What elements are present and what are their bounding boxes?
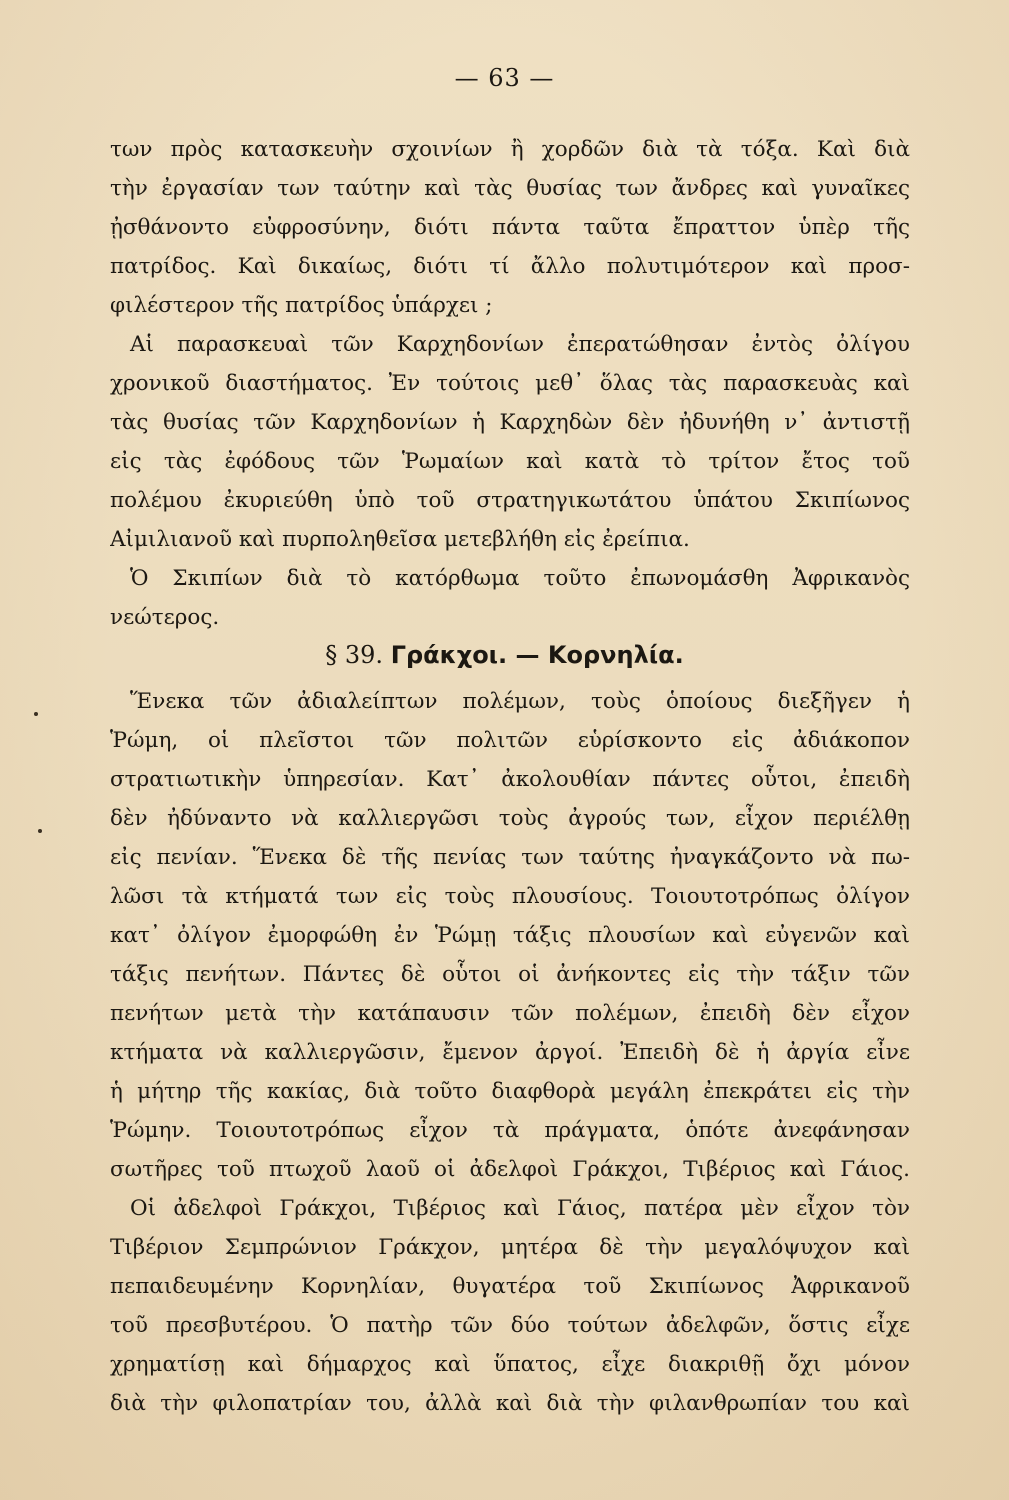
text-line: πολέμου ἐκυριεύθη ὑπὸ τοῦ στρατηγικωτάτου ὑπάτου Σκιπίωνος — [110, 488, 910, 513]
text-line: στρατιωτικὴν ὑπηρεσίαν. Κατ᾽ ἀκολουθίαν πάντες οὗτοι, ἐπειδὴ — [110, 767, 910, 792]
text-line: χρηματίσῃ καὶ δήμαρχος καὶ ὕπατος, εἶχε διακριθῇ ὄχι μόνον — [110, 1352, 910, 1377]
text-line: τὰς θυσίας τῶν Καρχηδονίων ἡ Καρχηδὼν δὲν ἠδυνήθη ν᾽ ἀντιστῇ — [110, 410, 910, 435]
text-line: εἰς τὰς ἐφόδους τῶν Ῥωμαίων καὶ κατὰ τὸ τρίτον ἔτος τοῦ — [110, 449, 910, 474]
page-number: — 63 — — [454, 64, 555, 92]
text-line: ᾐσθάνοντο εὐφροσύνην, διότι πάντα ταῦτα ἔπραττον ὑπὲρ τῆς — [110, 215, 910, 240]
section-heading — [0, 640, 1009, 670]
text-line: σωτῆρες τοῦ πτωχοῦ λαοῦ οἱ ἀδελφοὶ Γράκχοι, Τιβέριος καὶ Γάιος. — [110, 1157, 910, 1182]
text-line: λῶσι τὰ κτήματά των εἰς τοὺς πλουσίους. Τοιουτοτρόπως ὀλίγον — [110, 884, 910, 909]
text-line: κτήματα νὰ καλλιεργῶσιν, ἔμενον ἀργοί. Ἐπειδὴ δὲ ἡ ἀργία εἶνε — [110, 1040, 910, 1065]
text-line: φιλέστερον τῆς πατρίδος ὑπάρχει ; — [110, 293, 493, 318]
text-line: Αἰμιλιανοῦ καὶ πυρποληθεῖσα μετεβλήθη εἰς ἐρείπια. — [110, 527, 690, 552]
text-line: Τιβέριον Σεμπρώνιον Γράκχον, μητέρα δὲ τὴν μεγαλόψυχον καὶ — [110, 1235, 910, 1260]
text-line: Ῥώμη, οἱ πλεῖστοι τῶν πολιτῶν εὑρίσκοντο εἰς ἀδιάκοπον — [110, 728, 910, 753]
text-block-bottom — [110, 682, 910, 1423]
text-line: κατ᾽ ὀλίγον ἐμορφώθη ἐν Ῥώμῃ τάξις πλουσίων καὶ εὐγενῶν καὶ — [110, 923, 910, 948]
text-line: Αἱ παρασκευαὶ τῶν Καρχηδονίων ἐπερατώθησαν ἐντὸς ὀλίγου — [130, 332, 910, 357]
text-block-top — [110, 130, 910, 637]
text-line: Οἱ ἀδελφοὶ Γράκχοι, Τιβέριος καὶ Γάιος, πατέρα μὲν εἶχον τὸν — [130, 1196, 910, 1221]
text-line: τοῦ πρεσβυτέρου. Ὁ πατὴρ τῶν δύο τούτων ἀδελφῶν, ὅστις εἶχε — [110, 1313, 910, 1338]
text-line: πατρίδος. Καὶ δικαίως, διότι τί ἄλλο πολυτιμότερον καὶ προσ- — [110, 254, 910, 279]
text-line: χρονικοῦ διαστήματος. Ἐν τούτοις μεθ᾽ ὅλας τὰς παρασκευὰς καὶ — [110, 371, 910, 396]
text-line: εἰς πενίαν. Ἕνεκα δὲ τῆς πενίας των ταύτης ἠναγκάζοντο νὰ πω- — [110, 845, 910, 870]
text-line: των πρὸς κατασκευὴν σχοινίων ἢ χορδῶν διὰ τὰ τόξα. Καὶ διὰ — [110, 137, 910, 162]
text-line: τάξις πενήτων. Πάντες δὲ οὗτοι οἱ ἀνήκοντες εἰς τὴν τάξιν τῶν — [110, 962, 910, 987]
text-line: Ἕνεκα τῶν ἀδιαλείπτων πολέμων, τοὺς ὁποίους διεξῆγεν ἡ — [130, 689, 910, 714]
section-number: § 39. — [325, 641, 384, 669]
text-line: τὴν ἐργασίαν των ταύτην καὶ τὰς θυσίας των ἄνδρες καὶ γυναῖκες — [110, 176, 910, 201]
ink-speck — [38, 829, 42, 833]
text-line: νεώτερος. — [110, 605, 220, 630]
text-line: ἡ μήτηρ τῆς κακίας, διὰ τοῦτο διαφθορὰ μεγάλη ἐπεκράτει εἰς τὴν — [110, 1079, 910, 1104]
text-line: δὲν ἠδύναντο νὰ καλλιεργῶσι τοὺς ἀγρούς των, εἶχον περιέλθῃ — [110, 806, 910, 831]
ink-speck — [34, 712, 38, 716]
text-line: Ὁ Σκιπίων διὰ τὸ κατόρθωμα τοῦτο ἐπωνομάσθη Ἀφρικανὸς — [130, 566, 910, 591]
text-line: πενήτων μετὰ τὴν κατάπαυσιν τῶν πολέμων, ἐπειδὴ δὲν εἶχον — [110, 1001, 910, 1026]
text-line: διὰ τὴν φιλοπατρίαν του, ἀλλὰ καὶ διὰ τὴν φιλανθρωπίαν του καὶ — [110, 1391, 910, 1416]
text-line: πεπαιδευμένην Κορνηλίαν, θυγατέρα τοῦ Σκιπίωνος Ἀφρικανοῦ — [110, 1274, 910, 1299]
section-title: Γράκχοι. — Κορνηλία. — [390, 641, 684, 669]
text-line: Ῥώμην. Τοιουτοτρόπως εἶχον τὰ πράγματα, ὁπότε ἀνεφάνησαν — [110, 1118, 910, 1143]
